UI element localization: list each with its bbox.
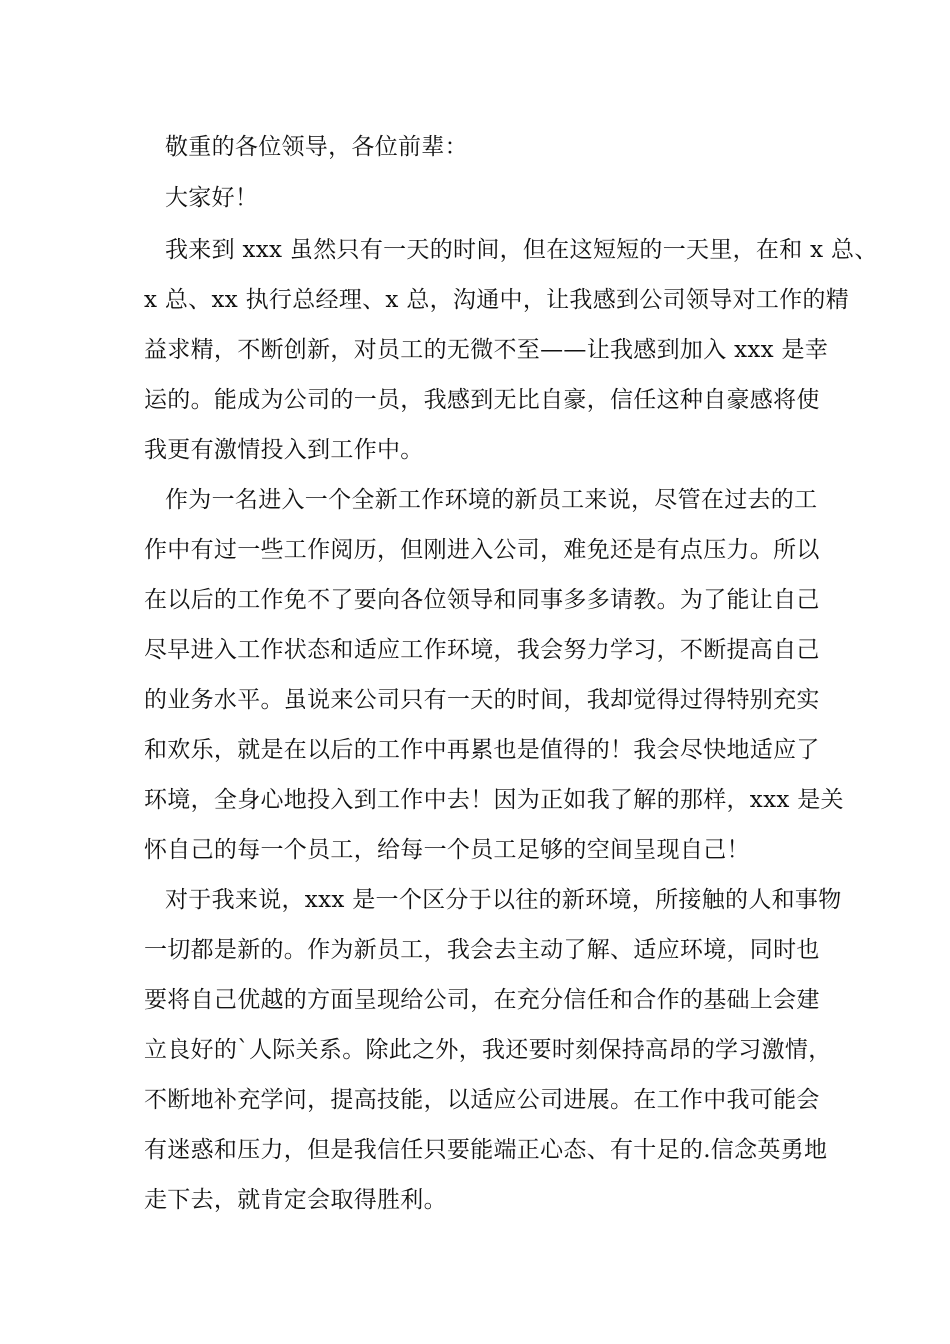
paragraph-2-line-3: 在以后的工作免不了要向各位领导和同事多多请教。为了能让自己 [144,587,820,613]
paragraph-2-line-2: 作中有过一些工作阅历，但刚进入公司，难免还是有点压力。所以 [144,537,820,563]
paragraph-1-line-3: 益求精，不断创新，对员工的无微不至——让我感到加入 xxx 是幸 [144,337,829,363]
paragraph-2-line-8: 怀自己的每一个员工，给每一个员工足够的空间呈现自己！ [144,837,750,863]
paragraph-1-line-2: x 总、xx 执行总经理、x 总，沟通中，让我感到公司领导对工作的精 [144,287,850,313]
paragraph-3-line-5: 不断地补充学问，提高技能，以适应公司进展。在工作中我可能会 [144,1087,820,1113]
paragraph-3-line-1: 对于我来说，xxx 是一个区分于以往的新环境，所接触的人和事物 [165,887,842,913]
paragraph-2-line-7: 环境，全身心地投入到工作中去！因为正如我了解的那样，xxx 是关 [144,787,844,813]
paragraph-1-line-1: 我来到 xxx 虽然只有一天的时间，但在这短短的一天里，在和 x 总、 [165,237,878,263]
paragraph-3-line-7: 走下去，就肯定会取得胜利。 [144,1187,447,1213]
paragraph-3-line-6: 有迷惑和压力，但是我信任只要能端正心态、有十足的.信念英勇地 [144,1137,828,1163]
paragraph-1-line-5: 我更有激情投入到工作中。 [144,437,424,463]
paragraph-1-line-4: 运的。能成为公司的一员，我感到无比自豪，信任这种自豪感将使 [144,387,820,413]
salutation-line: 敬重的各位领导，各位前辈： [165,134,468,160]
paragraph-3-line-4: 立良好的`人际关系。除此之外，我还要时刻保持高昂的学习激情， [144,1037,832,1063]
paragraph-2-line-4: 尽早进入工作状态和适应工作环境，我会努力学习，不断提高自己 [144,637,820,663]
paragraph-3-line-3: 要将自己优越的方面呈现给公司，在充分信任和合作的基础上会建 [144,987,820,1013]
paragraph-3-line-2: 一切都是新的。作为新员工，我会去主动了解、适应环境，同时也 [144,937,820,963]
greeting-line: 大家好！ [165,185,259,211]
paragraph-2-line-6: 和欢乐，就是在以后的工作中再累也是值得的！我会尽快地适应了 [144,737,820,763]
paragraph-2-line-1: 作为一名进入一个全新工作环境的新员工来说，尽管在过去的工 [165,487,818,513]
paragraph-2-line-5: 的业务水平。虽说来公司只有一天的时间，我却觉得过得特别充实 [144,687,820,713]
